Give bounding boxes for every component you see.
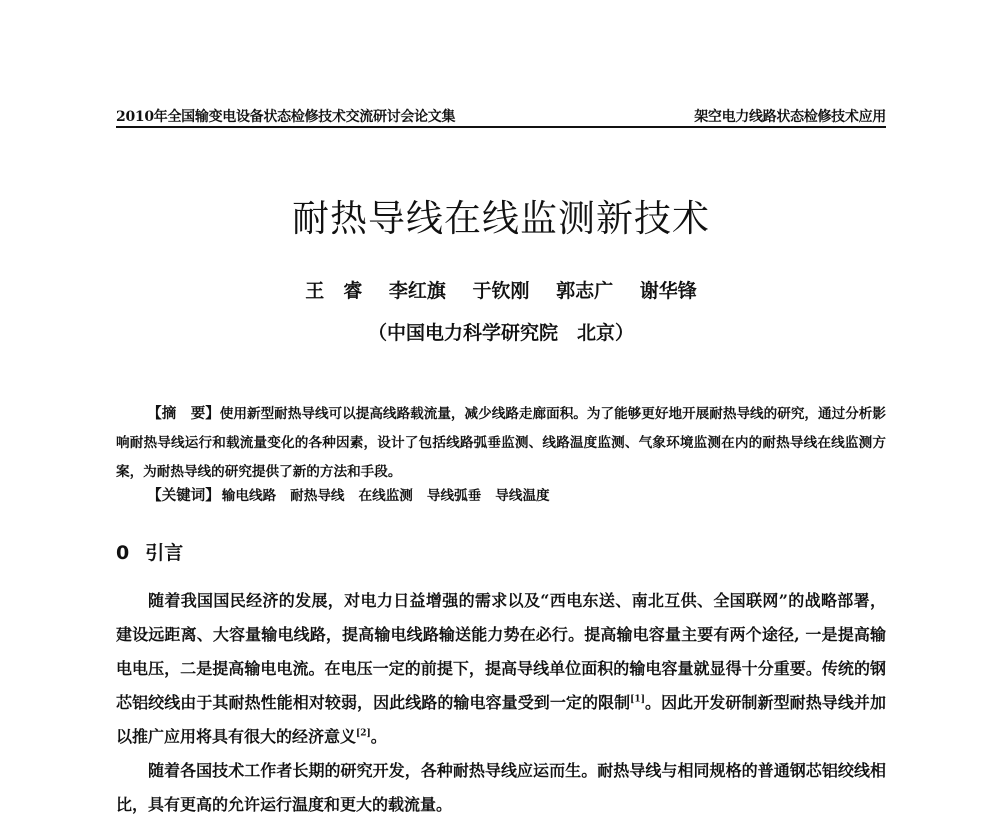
keyword: 在线监测 xyxy=(358,488,413,504)
body-text xyxy=(116,584,886,822)
section-heading xyxy=(116,538,183,565)
running-head-right: 架空电力线路状态检修技术应用 xyxy=(694,109,886,125)
author-list xyxy=(116,276,886,303)
body-text-run: 。 xyxy=(370,727,387,746)
keywords-label: 【关键词】 xyxy=(147,487,220,504)
body-text-run: 。因此开发研制新型耐热导线并加以推广应用将具有很大的经济意义 xyxy=(116,693,886,746)
keyword: 耐热导线 xyxy=(290,488,345,504)
keyword: 导线温度 xyxy=(495,488,550,504)
running-head xyxy=(116,103,886,127)
body-paragraph: 随着各国技术工作者长期的研究开发，各种耐热导线应运而生。耐热导线与相同规格的普通钢芯铝绞线相比，具有更高的允许运行温度和更大的载流量。 xyxy=(116,761,886,814)
abstract xyxy=(116,399,886,487)
keyword: 输电线路 xyxy=(221,488,277,504)
header-rule xyxy=(116,126,886,128)
author-name: 于钦刚 xyxy=(472,280,530,302)
paper-title: 耐热导线在线监测新技术 xyxy=(292,197,710,240)
author-name: 谢华锋 xyxy=(639,280,697,302)
citation-ref[interactable]: [2] xyxy=(356,728,371,739)
running-head-left: 2010年全国输变电设备状态检修技术交流研讨会论文集 xyxy=(116,109,456,125)
body-text-run: 随着我国国民经济的发展，对电力日益增强的需求以及“西电东送、南北互供、全国联网”的战略部署，建设远距离、大容量输电线路，提高输电线路输送能力势在必行。提高输电容量主要有两个途径, 一是提高输电电压，二是提高输电电流。在电压一定的前提下，提高导线单位面积的输电容量就显得十分重要。传统的钢芯铝绞线由于其耐热性能相对较弱，因此线路的输电容量受到一定的限制 xyxy=(116,591,886,712)
abstract-text: 使用新型耐热导线可以提高线路载流量，减少线路走廊面积。为了能够更好地开展耐热导线的研究，通过分析影响耐热导线运行和载流量变化的各种因素，设计了包括线路弧垂监测、线路温度监测、气象环境监测在内的耐热导线在线监测方案，为耐热导线的研究提供了新的方法和手段。 xyxy=(116,406,886,480)
author-name: 李红旗 xyxy=(388,280,446,302)
author-name: 郭志广 xyxy=(556,280,614,302)
citation-ref[interactable]: [1] xyxy=(630,694,645,705)
affiliation: （中国电力科学研究院 北京） xyxy=(367,322,634,344)
section-title: 引言 xyxy=(145,542,184,564)
section-number: 0 xyxy=(116,542,130,564)
abstract-label: 【摘 要】 xyxy=(147,405,220,422)
author-name: 王 睿 xyxy=(305,280,363,302)
keywords xyxy=(116,484,886,508)
keyword: 导线弧垂 xyxy=(426,488,482,504)
body-paragraph xyxy=(116,584,886,754)
